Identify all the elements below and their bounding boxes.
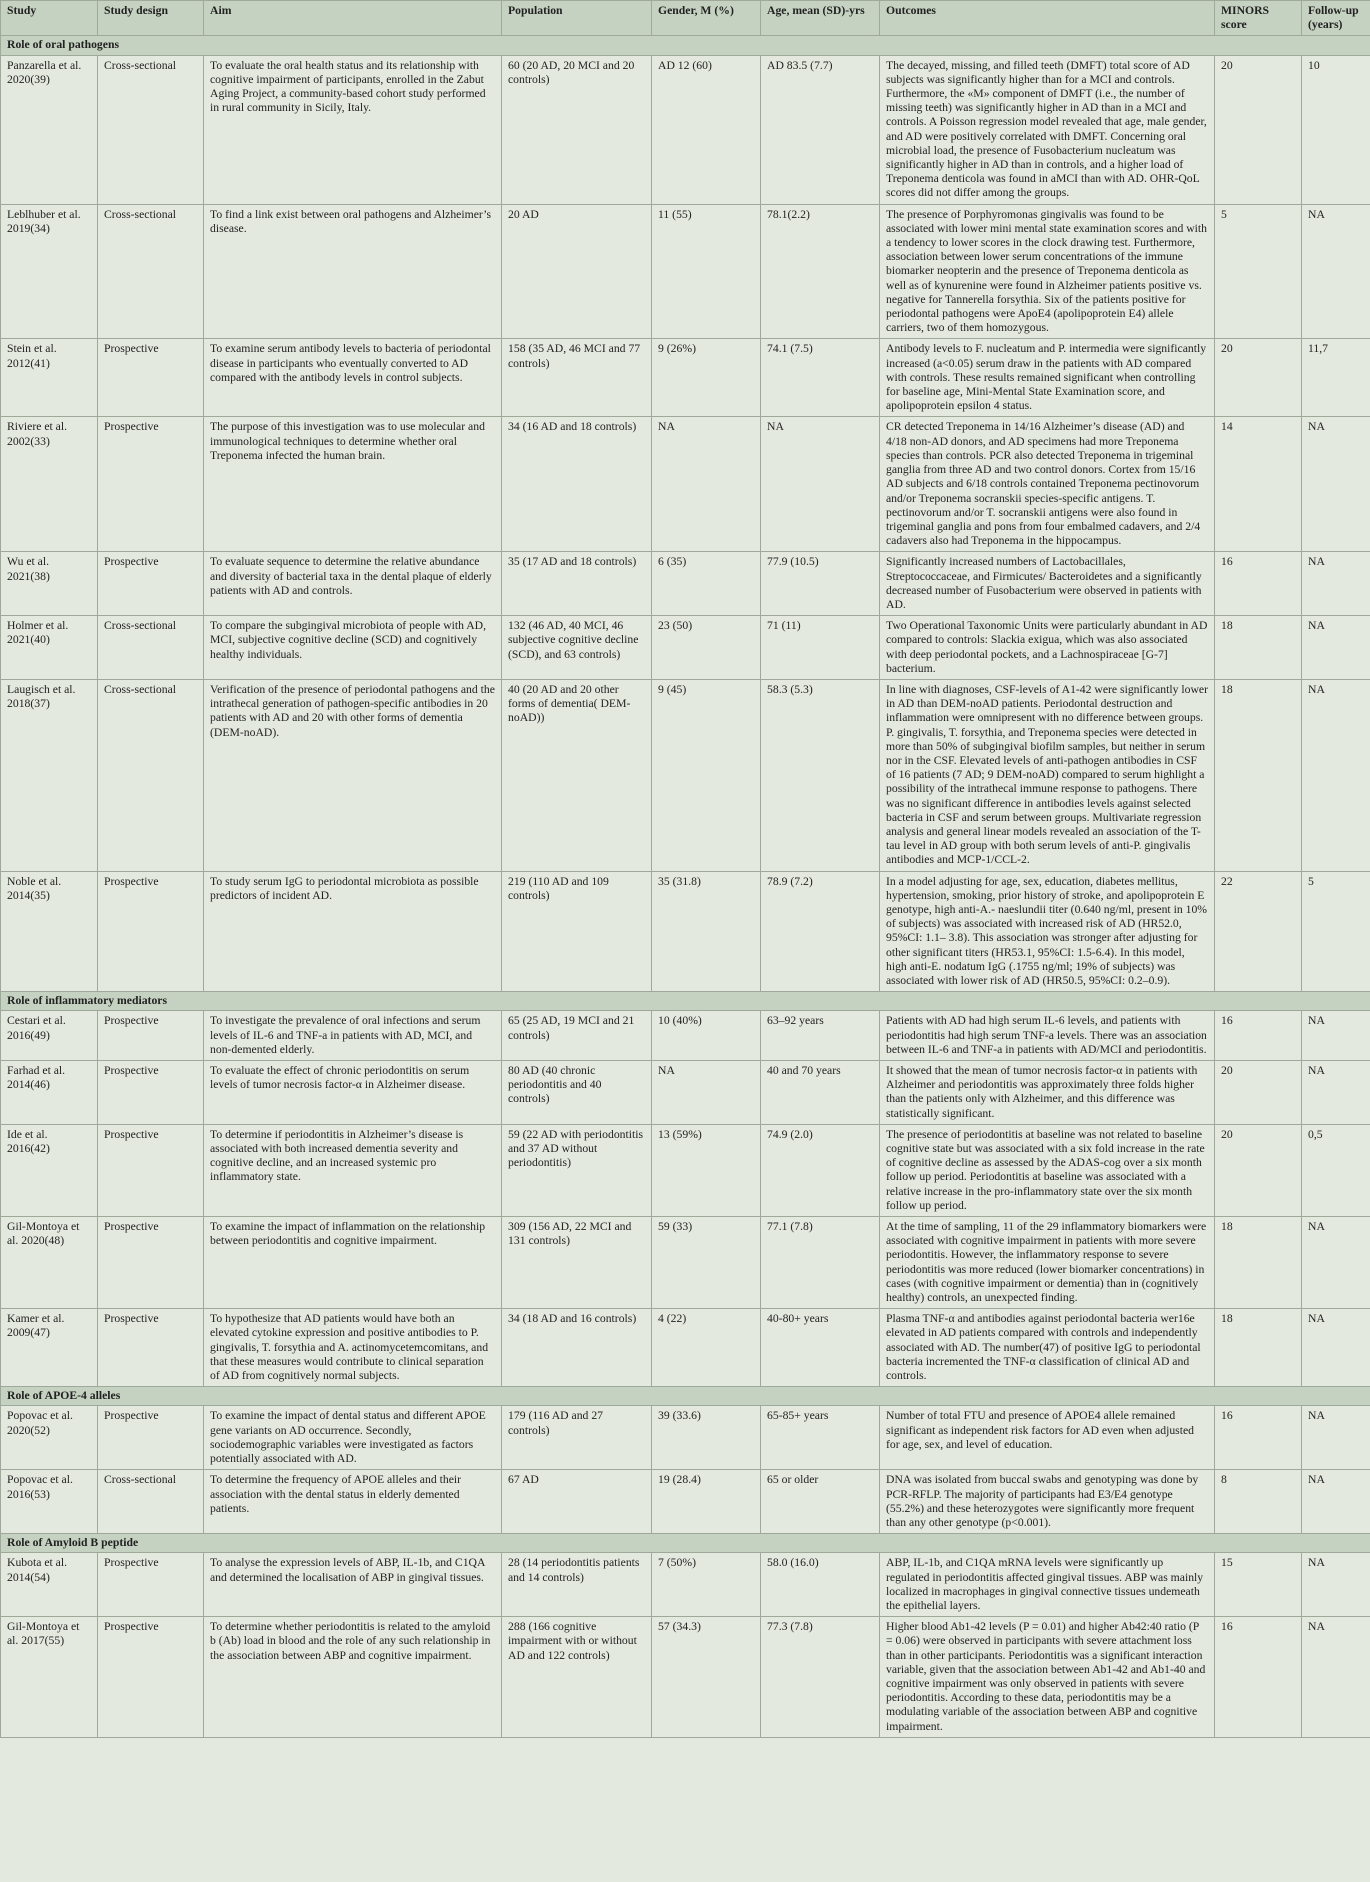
cell-gender: 23 (50)	[652, 616, 761, 680]
cell-age: 65 or older	[761, 1470, 880, 1534]
table-row	[1, 1309, 1370, 1387]
cell-study: Kubota et al. 2014(54)	[1, 1553, 98, 1617]
cell-minors: 16	[1215, 1011, 1302, 1061]
cell-minors: 20	[1215, 1124, 1302, 1216]
cell-age: 71 (11)	[761, 616, 880, 680]
section-title: Role of oral pathogens	[1, 36, 1370, 55]
cell-followup: NA	[1302, 616, 1370, 680]
cell-design: Prospective	[98, 552, 204, 616]
cell-followup: NA	[1302, 1617, 1370, 1738]
table-row	[1, 679, 1370, 871]
cell-outcomes: Higher blood Ab1-42 levels (P = 0.01) and higher Ab42:40 ratio (P = 0.06) were observed in participants with severe attachment loss than in other participants. Periodontitis was a significant interaction variable, given that the association between Ab1-42 and Ab1-40 and cognitive impairment was only observed in patients with severe periodontitis. According to these data, periodontitis may be a modulating variable of the association between ABP and cognitive impairment.	[880, 1617, 1215, 1738]
cell-gender: 35 (31.8)	[652, 871, 761, 992]
table-row	[1, 204, 1370, 339]
cell-age: 78.1(2.2)	[761, 204, 880, 339]
table-row	[1, 339, 1370, 417]
cell-outcomes: CR detected Treponema in 14/16 Alzheimer’s disease (AD) and 4/18 non-AD donors, and AD specimens had more Treponema species than controls. PCR also detected Treponema in trigeminal ganglia from three AD and two control donors. Cortex from 15/16 AD subjects and 6/18 controls contained Treponema pectinovorum and/or Treponema socranskii species-specific antigens. T. pectinovorum and/or T. socranskii antigens were also found in trigeminal ganglia and pons from four embalmed cadavers, and 2/4 cadavers also had Treponema in the hippocampus.	[880, 417, 1215, 552]
table-row	[1, 1617, 1370, 1738]
cell-gender: 6 (35)	[652, 552, 761, 616]
header-gender: Gender, M (%)	[652, 1, 761, 36]
cell-outcomes: Number of total FTU and presence of APOE4 allele remained significant as independent risk factors for AD even when adjusted for age, sex, and level of education.	[880, 1406, 1215, 1470]
cell-outcomes: The presence of Porphyromonas gingivalis was found to be associated with lower mini mental state examination scores and with a tendency to lower scores in the clock drawing test. Furthermore, association between lower serum concentrations of the immune biomarker neopterin and the presence of Treponema denticola as well as of kynurenine were found in Alzheimer patients positive vs. negative for Tannerella forsythia. Six of the patients positive for periodontal pathogens were ApoE4 (apolipoprotein E4) allele carriers, two of them homozygous.	[880, 204, 1215, 339]
cell-gender: NA	[652, 417, 761, 552]
cell-design: Cross-sectional	[98, 1470, 204, 1534]
table-row	[1, 1061, 1370, 1125]
cell-aim: To determine the frequency of APOE alleles and their association with the dental status in elderly demented patients.	[204, 1470, 502, 1534]
cell-minors: 18	[1215, 1217, 1302, 1309]
cell-design: Cross-sectional	[98, 679, 204, 871]
cell-minors: 18	[1215, 679, 1302, 871]
cell-design: Cross-sectional	[98, 616, 204, 680]
cell-minors: 5	[1215, 204, 1302, 339]
cell-population: 80 AD (40 chronic periodontitis and 40 controls)	[502, 1061, 652, 1125]
cell-age: 77.3 (7.8)	[761, 1617, 880, 1738]
cell-aim: To examine serum antibody levels to bacteria of periodontal disease in participants who eventually converted to AD compared with the antibody levels in control subjects.	[204, 339, 502, 417]
header-population: Population	[502, 1, 652, 36]
section-row	[1, 1534, 1370, 1553]
cell-aim: To examine the impact of inflammation on the relationship between periodontitis and cognitive impairment.	[204, 1217, 502, 1309]
cell-study: Holmer et al. 2021(40)	[1, 616, 98, 680]
cell-study: Panzarella et al. 2020(39)	[1, 55, 98, 204]
cell-followup: NA	[1302, 204, 1370, 339]
cell-outcomes: In a model adjusting for age, sex, education, diabetes mellitus, hypertension, smoking, prior history of stroke, and apolipoprotein E genotype, high anti-A.- naeslundii titer (0.640 ng/ml, present in 10% of subjects) was associated with increased risk of AD (HR52.0, 95%CI: 1.1– 3.8). This association was stronger after adjusting for other significant titers (HR53.1, 95%CI: 1.5-6.4). In this model, high anti-E. nodatum IgG (.1755 ng/ml; 19% of subjects) was associated with lower risk of AD (HR50.5, 95%CI: 0.2–0.9).	[880, 871, 1215, 992]
cell-aim: To evaluate sequence to determine the relative abundance and diversity of bacterial taxa in the dental plaque of elderly patients with AD and controls.	[204, 552, 502, 616]
cell-population: 67 AD	[502, 1470, 652, 1534]
cell-followup: 0,5	[1302, 1124, 1370, 1216]
header-followup: Follow-up (years)	[1302, 1, 1370, 36]
cell-age: 63–92 years	[761, 1011, 880, 1061]
cell-minors: 20	[1215, 55, 1302, 204]
table-row	[1, 1011, 1370, 1061]
cell-outcomes: ABP, IL-1b, and C1QA mRNA levels were significantly up regulated in periodontitis affected gingival tissues. ABP was mainly localized in macrophages in gingival connective tissues undemeath the epithelial layers.	[880, 1553, 1215, 1617]
cell-followup: NA	[1302, 1406, 1370, 1470]
cell-outcomes: Two Operational Taxonomic Units were particularly abundant in AD compared to controls: Slackia exigua, which was also associated with deep periodontal pockets, and a Lachnospiraceae [G-7] bacterium.	[880, 616, 1215, 680]
cell-population: 158 (35 AD, 46 MCI and 77 controls)	[502, 339, 652, 417]
cell-population: 34 (18 AD and 16 controls)	[502, 1309, 652, 1387]
table-row	[1, 1553, 1370, 1617]
cell-study: Leblhuber et al. 2019(34)	[1, 204, 98, 339]
cell-aim: To compare the subgingival microbiota of people with AD, MCI, subjective cognitive decline (SCD) and cognitively healthy individuals.	[204, 616, 502, 680]
cell-study: Popovac et al. 2016(53)	[1, 1470, 98, 1534]
header-study: Study	[1, 1, 98, 36]
cell-gender: 7 (50%)	[652, 1553, 761, 1617]
cell-followup: NA	[1302, 417, 1370, 552]
cell-outcomes: Significantly increased numbers of Lactobacillales, Streptococcaceae, and Firmicutes/ Bacteroidetes and a significantly decreased number of Fusobacterium were observed in patients with AD.	[880, 552, 1215, 616]
cell-minors: 22	[1215, 871, 1302, 992]
cell-population: 65 (25 AD, 19 MCI and 21 controls)	[502, 1011, 652, 1061]
header-age: Age, mean (SD)-yrs	[761, 1, 880, 36]
cell-aim: To investigate the prevalence of oral infections and serum levels of IL-6 and TNF-a in patients with AD, MCI, and non-demented elderly.	[204, 1011, 502, 1061]
cell-population: 40 (20 AD and 20 other forms of dementia( DEM-noAD))	[502, 679, 652, 871]
cell-aim: To study serum IgG to periodontal microbiota as possible predictors of incident AD.	[204, 871, 502, 992]
cell-gender: AD 12 (60)	[652, 55, 761, 204]
cell-population: 309 (156 AD, 22 MCI and 131 controls)	[502, 1217, 652, 1309]
table-row	[1, 1470, 1370, 1534]
section-row	[1, 992, 1370, 1011]
cell-study: Gil-Montoya et al. 2017(55)	[1, 1617, 98, 1738]
header-row	[1, 1, 1370, 36]
cell-age: 77.9 (10.5)	[761, 552, 880, 616]
cell-age: 40-80+ years	[761, 1309, 880, 1387]
cell-design: Prospective	[98, 1406, 204, 1470]
cell-study: Kamer et al. 2009(47)	[1, 1309, 98, 1387]
cell-study: Cestari et al. 2016(49)	[1, 1011, 98, 1061]
cell-outcomes: Plasma TNF-α and antibodies against periodontal bacteria wer16e elevated in AD patients compared with controls and independently associated with AD. The number(47) of positive IgG to periodontal bacteria incremented the TNF-α classification of clinical AD and controls.	[880, 1309, 1215, 1387]
header-minors: MINORS score	[1215, 1, 1302, 36]
section-title: Role of inflammatory mediators	[1, 992, 1370, 1011]
cell-minors: 18	[1215, 1309, 1302, 1387]
header-outcomes: Outcomes	[880, 1, 1215, 36]
cell-gender: NA	[652, 1061, 761, 1125]
cell-gender: 10 (40%)	[652, 1011, 761, 1061]
cell-population: 35 (17 AD and 18 controls)	[502, 552, 652, 616]
section-row	[1, 1387, 1370, 1406]
cell-minors: 20	[1215, 339, 1302, 417]
cell-gender: 19 (28.4)	[652, 1470, 761, 1534]
cell-aim: The purpose of this investigation was to use molecular and immunological techniques to determine whether oral Treponema infected the human brain.	[204, 417, 502, 552]
section-title: Role of Amyloid B peptide	[1, 1534, 1370, 1553]
cell-design: Prospective	[98, 339, 204, 417]
cell-aim: To determine if periodontitis in Alzheimer’s disease is associated with both increased dementia severity and cognitive decline, and an increased systemic pro inflammatory state.	[204, 1124, 502, 1216]
table-row	[1, 871, 1370, 992]
cell-age: 58.0 (16.0)	[761, 1553, 880, 1617]
cell-study: Farhad et al. 2014(46)	[1, 1061, 98, 1125]
cell-design: Prospective	[98, 1124, 204, 1216]
cell-gender: 9 (45)	[652, 679, 761, 871]
table-row	[1, 552, 1370, 616]
cell-minors: 16	[1215, 1617, 1302, 1738]
cell-followup: 11,7	[1302, 339, 1370, 417]
table-row	[1, 1217, 1370, 1309]
cell-population: 34 (16 AD and 18 controls)	[502, 417, 652, 552]
cell-minors: 18	[1215, 616, 1302, 680]
table-row	[1, 55, 1370, 204]
cell-gender: 39 (33.6)	[652, 1406, 761, 1470]
cell-aim: To evaluate the effect of chronic periodontitis on serum levels of tumor necrosis factor-α in Alzheimer disease.	[204, 1061, 502, 1125]
header-design: Study design	[98, 1, 204, 36]
cell-followup: 5	[1302, 871, 1370, 992]
cell-population: 59 (22 AD with periodontitis and 37 AD without periodontitis)	[502, 1124, 652, 1216]
cell-population: 20 AD	[502, 204, 652, 339]
cell-design: Prospective	[98, 1617, 204, 1738]
header-aim: Aim	[204, 1, 502, 36]
cell-study: Popovac et al. 2020(52)	[1, 1406, 98, 1470]
cell-age: AD 83.5 (7.7)	[761, 55, 880, 204]
cell-followup: NA	[1302, 1470, 1370, 1534]
table-row	[1, 616, 1370, 680]
cell-age: 40 and 70 years	[761, 1061, 880, 1125]
cell-age: 74.1 (7.5)	[761, 339, 880, 417]
cell-aim: To evaluate the oral health status and its relationship with cognitive impairment of participants, enrolled in the Zabut Aging Project, a community-based cohort study performed in rural community in Sicily, Italy.	[204, 55, 502, 204]
cell-outcomes: It showed that the mean of tumor necrosis factor-α in patients with Alzheimer and periodontitis was approximately three folds higher than the patients only with Alzheimer, and this difference was statistically significant.	[880, 1061, 1215, 1125]
cell-population: 132 (46 AD, 40 MCI, 46 subjective cognitive decline (SCD), and 63 controls)	[502, 616, 652, 680]
cell-design: Prospective	[98, 1061, 204, 1125]
cell-design: Prospective	[98, 1217, 204, 1309]
cell-aim: To examine the impact of dental status and different APOE gene variants on AD occurrence. Secondly, sociodemographic variables were investigated as factors potentially associated with AD.	[204, 1406, 502, 1470]
cell-followup: NA	[1302, 1309, 1370, 1387]
cell-aim: To hypothesize that AD patients would have both an elevated cytokine expression and positive antibodies to P. gingivalis, T. forsythia and A. actinomycetemcomitans, and that these measures would contribute to clinical separation of AD from cognitively normal subjects.	[204, 1309, 502, 1387]
cell-followup: NA	[1302, 1061, 1370, 1125]
cell-outcomes: The presence of periodontitis at baseline was not related to baseline cognitive state but was associated with a six fold increase in the rate of cognitive decline as assessed by the ADAS-cog over a six month follow up period. Periodontitis at baseline was associated with a relative increase in the pro-inflammatory state over the six month follow up period.	[880, 1124, 1215, 1216]
cell-study: Noble et al. 2014(35)	[1, 871, 98, 992]
cell-minors: 16	[1215, 552, 1302, 616]
cell-gender: 9 (26%)	[652, 339, 761, 417]
cell-study: Gil-Montoya et al. 2020(48)	[1, 1217, 98, 1309]
cell-design: Prospective	[98, 417, 204, 552]
cell-outcomes: DNA was isolated from buccal swabs and genotyping was done by PCR-RFLP. The majority of participants had E3/E4 genotype (55.2%) and these heterozygotes were significantly more frequent than any other genotype (p<0.001).	[880, 1470, 1215, 1534]
cell-design: Prospective	[98, 1553, 204, 1617]
cell-age: 74.9 (2.0)	[761, 1124, 880, 1216]
cell-outcomes: In line with diagnoses, CSF-levels of A1-42 were significantly lower in AD than DEM-noAD patients. Periodontal destruction and inflammation were omnipresent with no difference between groups. P. gingivalis, T. forsythia, and Treponema species were detected in more than 50% of subgingival biofilm samples, but neither in serum nor in the CSF. Elevated levels of anti-pathogen antibodies in CSF of 16 patients (7 AD; 9 DEM-noAD) compared to serum highlight a possibility of the intrathecal immune response to pathogens. There was no significant difference in antibodies levels against selected bacteria in CSF and serum between groups. Multivariate regression analysis and general linear models revealed an association of the T-tau level in AD group with both serum levels of anti-P. gingivalis antibodies and MCP-1/CCL-2.	[880, 679, 1215, 871]
cell-study: Riviere et al. 2002(33)	[1, 417, 98, 552]
cell-outcomes: Patients with AD had high serum IL-6 levels, and patients with periodontitis had high serum TNF-a levels. There was an association between IL-6 and TNF-a in patients with AD/MCI and periodontitis.	[880, 1011, 1215, 1061]
table-body	[1, 36, 1370, 1737]
cell-minors: 15	[1215, 1553, 1302, 1617]
cell-followup: NA	[1302, 1217, 1370, 1309]
cell-minors: 16	[1215, 1406, 1302, 1470]
cell-age: 65-85+ years	[761, 1406, 880, 1470]
cell-aim: Verification of the presence of periodontal pathogens and the intrathecal generation of pathogen-specific antibodies in 20 patients with AD and 20 with other forms of dementia (DEM-noAD).	[204, 679, 502, 871]
cell-minors: 20	[1215, 1061, 1302, 1125]
cell-population: 28 (14 periodontitis patients and 14 controls)	[502, 1553, 652, 1617]
cell-gender: 4 (22)	[652, 1309, 761, 1387]
cell-followup: NA	[1302, 1553, 1370, 1617]
cell-followup: 10	[1302, 55, 1370, 204]
cell-gender: 11 (55)	[652, 204, 761, 339]
section-title: Role of APOE-4 alleles	[1, 1387, 1370, 1406]
cell-outcomes: At the time of sampling, 11 of the 29 inflammatory biomarkers were associated with cognitive impairment in patients with more severe periodontitis. However, the inflammatory response to severe periodontitis was more reduced (lower biomarker concentrations) in cases (with cognitive impairment or dementia) than in (cognitively healthy) controls, an unexpected finding.	[880, 1217, 1215, 1309]
cell-aim: To determine whether periodontitis is related to the amyloid b (Ab) load in blood and the role of any such relationship in the association between ABP and cognitive impairment.	[204, 1617, 502, 1738]
table-row	[1, 1124, 1370, 1216]
cell-study: Ide et al. 2016(42)	[1, 1124, 98, 1216]
cell-minors: 14	[1215, 417, 1302, 552]
cell-population: 288 (166 cognitive impairment with or without AD and 122 controls)	[502, 1617, 652, 1738]
cell-minors: 8	[1215, 1470, 1302, 1534]
table-row	[1, 1406, 1370, 1470]
cell-age: NA	[761, 417, 880, 552]
section-row	[1, 36, 1370, 55]
cell-outcomes: The decayed, missing, and filled teeth (DMFT) total score of AD subjects was significantly higher than for a MCI and controls. Furthermore, the «M» component of DMFT (i.e., the number of missing teeth) was significantly higher in AD than in a MCI and controls. A Poisson regression model revealed that age, male gender, and AD were positively correlated with DMFT. Concerning oral microbial load, the presence of Fusobacterium nucleatum was significantly higher in AD than in controls, and a higher load of Treponema denticola was found in aMCI than with AD. OHR-QoL scores did not differ among the groups.	[880, 55, 1215, 204]
cell-age: 78.9 (7.2)	[761, 871, 880, 992]
cell-age: 77.1 (7.8)	[761, 1217, 880, 1309]
cell-design: Cross-sectional	[98, 204, 204, 339]
table-row	[1, 417, 1370, 552]
cell-population: 60 (20 AD, 20 MCI and 20 controls)	[502, 55, 652, 204]
cell-study: Laugisch et al. 2018(37)	[1, 679, 98, 871]
cell-gender: 59 (33)	[652, 1217, 761, 1309]
cell-followup: NA	[1302, 552, 1370, 616]
cell-age: 58.3 (5.3)	[761, 679, 880, 871]
cell-study: Stein et al. 2012(41)	[1, 339, 98, 417]
cell-followup: NA	[1302, 1011, 1370, 1061]
cell-population: 219 (110 AD and 109 controls)	[502, 871, 652, 992]
cell-design: Prospective	[98, 871, 204, 992]
cell-design: Cross-sectional	[98, 55, 204, 204]
cell-outcomes: Antibody levels to F. nucleatum and P. intermedia were significantly increased (a<0.05) serum draw in the patients with AD compared with controls. These results remained significant when controlling for baseline age, Mini-Mental State Examination score, and apolipoprotein epsilon 4 status.	[880, 339, 1215, 417]
cell-followup: NA	[1302, 679, 1370, 871]
cell-design: Prospective	[98, 1011, 204, 1061]
cell-design: Prospective	[98, 1309, 204, 1387]
cell-aim: To analyse the expression levels of ABP, IL-1b, and C1QA and determined the localisation of ABP in gingival tissues.	[204, 1553, 502, 1617]
cell-population: 179 (116 AD and 27 controls)	[502, 1406, 652, 1470]
cell-gender: 13 (59%)	[652, 1124, 761, 1216]
cell-aim: To find a link exist between oral pathogens and Alzheimer’s disease.	[204, 204, 502, 339]
cell-study: Wu et al. 2021(38)	[1, 552, 98, 616]
cell-gender: 57 (34.3)	[652, 1617, 761, 1738]
